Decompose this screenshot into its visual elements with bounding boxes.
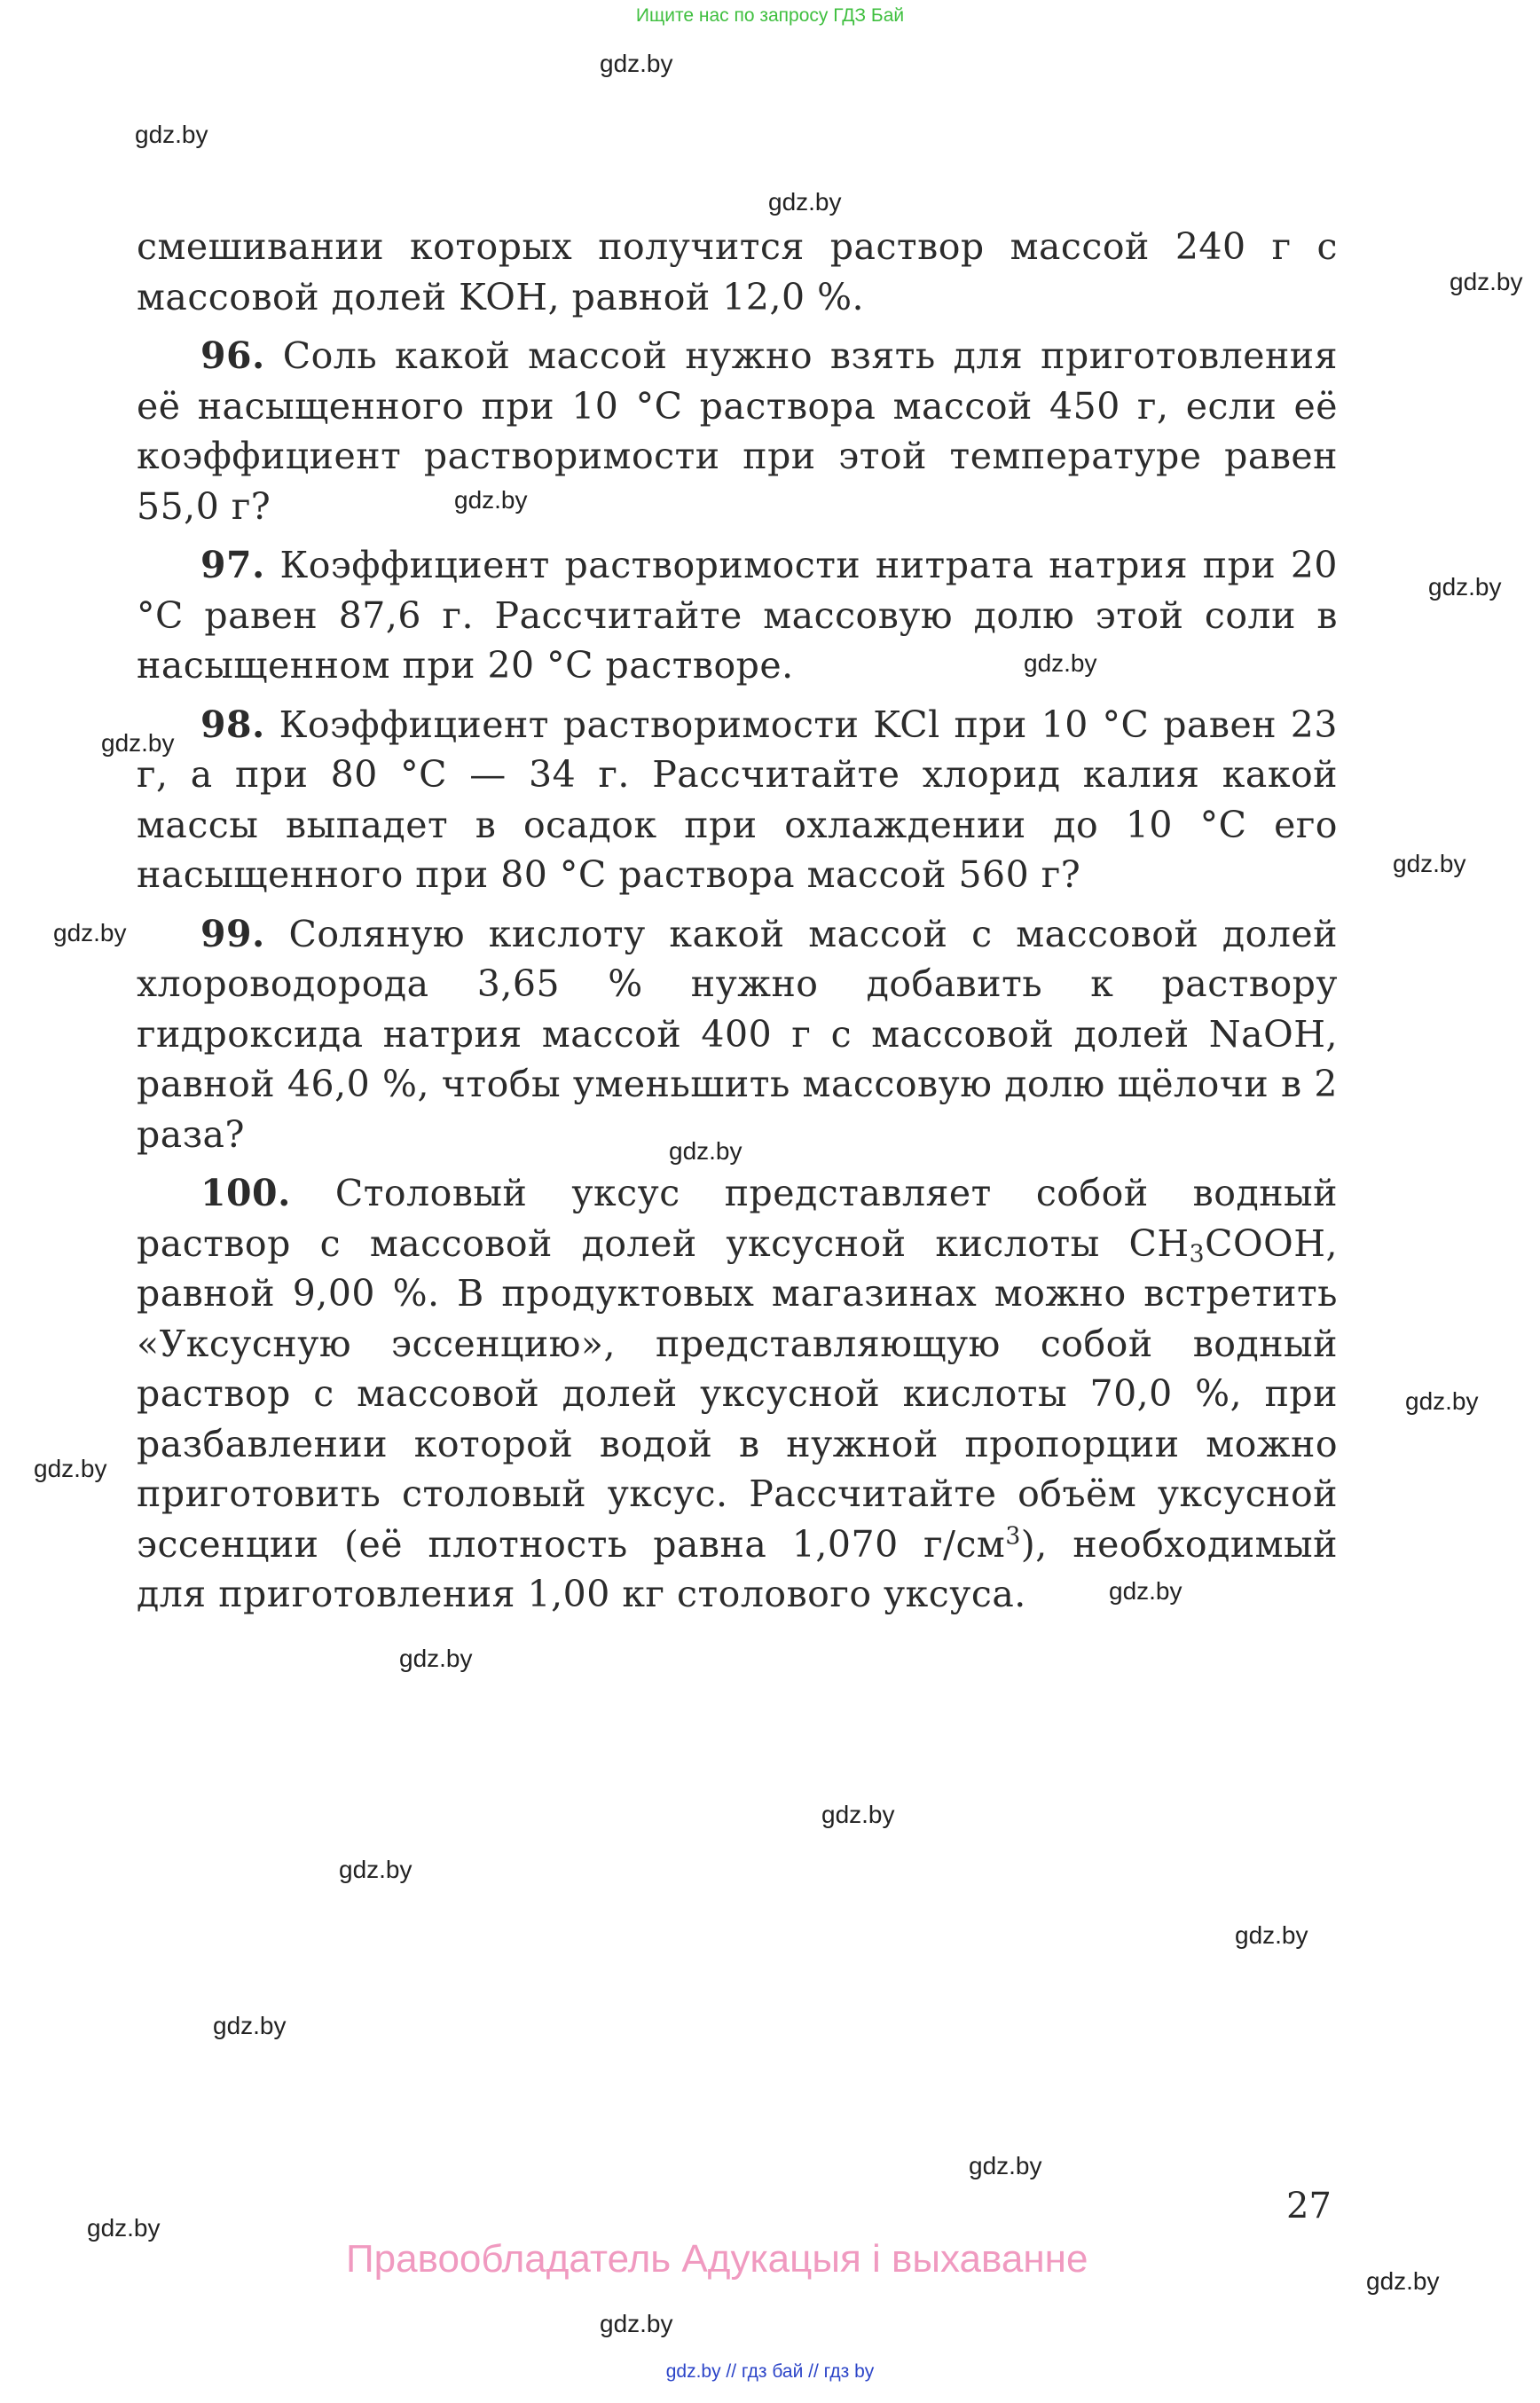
watermark: gdz.by xyxy=(1235,1921,1308,1949)
problem-text-part: ), необходимый для приготовления 1,00 кг столового уксуса. xyxy=(137,1522,1338,1615)
page-number: 27 xyxy=(1286,2186,1332,2226)
watermark: gdz.by xyxy=(768,188,842,216)
problem-text-part: COOH, равной 9,00 %. В продуктовых магазинах можно встретить «Уксусную эссенцию», представляющую собой водный раствор с массовой долей уксусной кислоты 70,0 %, при разбавлении которой водой в нужной пропорции можно приготовить столовый уксус. Рассчитайте объём уксусной эссенции (её плотность равна 1,070 г/см xyxy=(137,1221,1338,1566)
watermark: gdz.by xyxy=(600,2310,673,2337)
watermark: gdz.by xyxy=(135,121,208,148)
problem-98 xyxy=(137,700,1338,900)
watermark: gdz.by xyxy=(1366,2267,1440,2295)
problem-number: 96. xyxy=(200,334,265,377)
watermark: gdz.by xyxy=(1428,573,1502,601)
intro-paragraph: смешивании которых получится раствор массой 240 г с массовой долей KOH, равной 12,0 %. xyxy=(137,225,1338,318)
watermark: gdz.by xyxy=(399,1645,473,1672)
watermark: gdz.by xyxy=(969,2152,1042,2179)
superscript: 3 xyxy=(1005,1521,1021,1550)
problem-100 xyxy=(137,1168,1338,1620)
problem-text: Коэффициент растворимости KCl при 10 °C равен 23 г, а при 80 °C — 34 г. Рассчитайте хлорид калия какой массы выпадет в осадок при охлаждении до 10 °C его насыщенного при 80 °C раствора массой 560 г? xyxy=(137,703,1338,896)
problem-number: 98. xyxy=(200,703,265,746)
problem-text: Соляную кислоту какой массой с массовой долей хлороводорода 3,65 % нужно добавить к раствору гидроксида натрия массой 400 г с массовой долей NaOH, равной 46,0 %, чтобы уменьшить массовую долю щёлочи в 2 раза? xyxy=(137,912,1338,1156)
problems-text xyxy=(137,222,1338,1629)
footer-links[interactable]: gdz.by // гдз бай // гдз by xyxy=(665,2361,875,2382)
problem-number: 97. xyxy=(200,544,265,586)
watermark: gdz.by xyxy=(454,486,528,514)
problem-text: Коэффициент растворимости нитрата натрия при 20 °C равен 87,6 г. Рассчитайте массовую долю этой соли в насыщенном при 20 °C растворе. xyxy=(137,544,1338,687)
problem-96 xyxy=(137,331,1338,531)
watermark: gdz.by xyxy=(669,1137,742,1165)
problem-number: 100. xyxy=(200,1172,291,1214)
watermark: gdz.by xyxy=(821,1801,895,1828)
problem-99 xyxy=(137,909,1338,1160)
watermark: gdz.by xyxy=(600,50,673,77)
copyright-notice: Правообладатель Адукацыя і выхаванне xyxy=(346,2237,1088,2281)
watermark: gdz.by xyxy=(1405,1387,1479,1415)
watermark: gdz.by xyxy=(1109,1577,1182,1605)
problem-text: Соль какой массой нужно взять для приготовления её насыщенного при 10 °C раствора массой 450 г, если её коэффициент растворимости при этой температуре равен 55,0 г? xyxy=(137,334,1338,528)
subscript: 3 xyxy=(1189,1240,1206,1268)
watermark: gdz.by xyxy=(34,1455,107,1482)
top-banner[interactable]: Ищите нас по запросу ГДЗ Бай xyxy=(635,5,905,26)
watermark: gdz.by xyxy=(1393,850,1466,877)
watermark: gdz.by xyxy=(53,919,127,946)
watermark: gdz.by xyxy=(339,1856,412,1883)
problem-number: 99. xyxy=(200,912,265,955)
watermark: gdz.by xyxy=(101,729,175,757)
problem-97 xyxy=(137,540,1338,691)
watermark: gdz.by xyxy=(1024,649,1097,677)
watermark: gdz.by xyxy=(1450,268,1523,295)
watermark: gdz.by xyxy=(213,2012,287,2039)
watermark: gdz.by xyxy=(87,2214,161,2242)
problem-text-part: Столовый уксус представляет собой водный раствор с массовой долей уксусной кислоты CH xyxy=(137,1172,1338,1265)
